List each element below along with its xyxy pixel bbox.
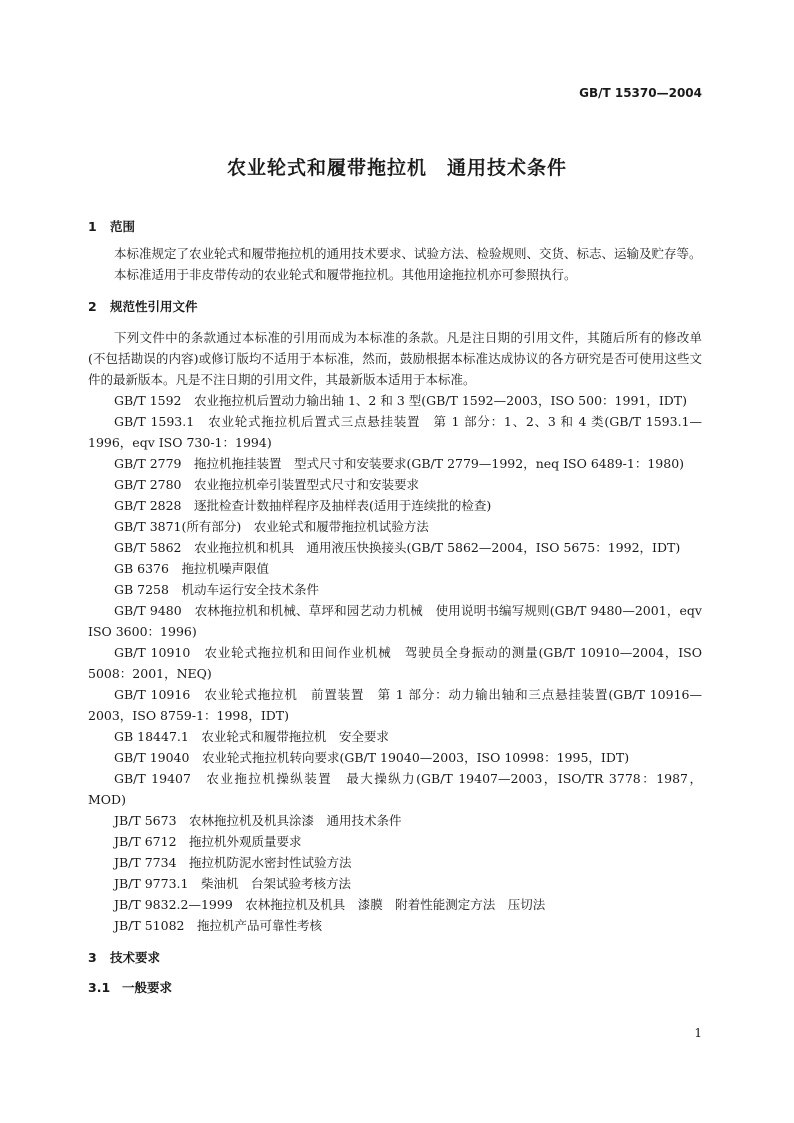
section-title: 一般要求 <box>122 980 173 995</box>
scope-paragraph: 本标准规定了农业轮式和履带拖拉机的通用技术要求、试验方法、检验规则、交货、标志、运输及贮存等。 <box>114 246 702 261</box>
reference-item: GB/T 2779 拖拉机拖挂装置 型式尺寸和安装要求(GB/T 2779—1992，neq ISO 6489-1：1980) <box>114 456 685 471</box>
reference-item: GB/T 5862 农业拖拉机和机具 通用液压快换接头(GB/T 5862—2004，ISO 5675：1992，IDT) <box>114 540 681 555</box>
reference-item: JB/T 9832.2—1999 农林拖拉机及机具 漆膜 附着性能测定方法 压切法 <box>114 897 546 912</box>
reference-item: JB/T 7734 拖拉机防泥水密封性试验方法 <box>114 855 352 870</box>
section-number: 3 <box>88 950 97 965</box>
page-number: 1 <box>694 1026 702 1040</box>
section-3-1-heading <box>88 977 702 998</box>
section-number: 2 <box>88 299 97 314</box>
document-body <box>88 216 702 998</box>
section-number: 1 <box>88 219 97 234</box>
reference-item: GB 18447.1 农业轮式和履带拖拉机 安全要求 <box>114 729 389 744</box>
reference-item: GB/T 19407 农业拖拉机操纵装置 最大操纵力(GB/T 19407—2003，ISO/TR 3778：1987，MOD) <box>88 771 702 807</box>
reference-item: GB/T 10916 农业轮式拖拉机 前置装置 第 1 部分：动力输出轴和三点悬挂装置(GB/T 10916—2003，ISO 8759-1：1998，IDT) <box>88 687 702 723</box>
reference-item: GB 7258 机动车运行安全技术条件 <box>114 582 319 597</box>
reference-item: JB/T 5673 农林拖拉机及机具涂漆 通用技术条件 <box>114 813 402 828</box>
reference-item: GB/T 1593.1 农业轮式拖拉机后置式三点悬挂装置 第 1 部分：1、2、3 和 4 类(GB/T 1593.1—1996，eqv ISO 730-1：1994) <box>88 414 702 450</box>
reference-item: JB/T 9773.1 柴油机 台架试验考核方法 <box>114 876 351 891</box>
document-title: 农业轮式和履带拖拉机 通用技术条件 <box>226 157 567 179</box>
section-2-heading <box>88 296 702 317</box>
scope-paragraph: 本标准适用于非皮带传动的农业轮式和履带拖拉机。其他用途拖拉机亦可参照执行。 <box>114 267 577 282</box>
section-title: 技术要求 <box>110 950 161 965</box>
section-title: 范围 <box>110 219 136 234</box>
standard-code: GB/T 15370—2004 <box>579 86 702 100</box>
section-3-heading <box>88 947 702 968</box>
section-number: 3.1 <box>88 980 111 995</box>
reference-item: JB/T 6712 拖拉机外观质量要求 <box>114 834 302 849</box>
reference-list <box>88 390 702 936</box>
section-title: 规范性引用文件 <box>110 299 198 314</box>
reference-item: GB/T 10910 农业轮式拖拉机和田间作业机械 驾驶员全身振动的测量(GB/T 10910—2004，ISO 5008：2001，NEQ) <box>88 645 702 681</box>
reference-item: GB/T 2780 农业拖拉机牵引装置型式尺寸和安装要求 <box>114 477 420 492</box>
reference-item: GB/T 2828 逐批检查计数抽样程序及抽样表(适用于连续批的检查) <box>114 498 492 513</box>
references-intro: 下列文件中的条款通过本标准的引用而成为本标准的条款。凡是注日期的引用文件，其随后所有的修改单(不包括勘误的内容)或修订版均不适用于本标准，然而，鼓励根据本标准达成协议的各方研究是否可使用这些文件的最新版本。凡是不注日期的引用文件，其最新版本适用于本标准。 <box>88 330 702 387</box>
reference-item: GB/T 3871(所有部分) 农业轮式和履带拖拉机试验方法 <box>114 519 429 534</box>
section-1-heading <box>88 216 702 237</box>
reference-item: GB/T 9480 农林拖拉机和机械、草坪和园艺动力机械 使用说明书编写规则(GB/T 9480—2001，eqv ISO 3600：1996) <box>88 603 702 639</box>
reference-item: JB/T 51082 拖拉机产品可靠性考核 <box>114 918 322 933</box>
reference-item: GB/T 1592 农业拖拉机后置动力输出轴 1、2 和 3 型(GB/T 1592—2003，ISO 500：1991，IDT) <box>114 393 688 408</box>
reference-item: GB/T 19040 农业轮式拖拉机转向要求(GB/T 19040—2003，ISO 10998：1995，IDT) <box>114 750 630 765</box>
reference-item: GB 6376 拖拉机噪声限值 <box>114 561 269 576</box>
